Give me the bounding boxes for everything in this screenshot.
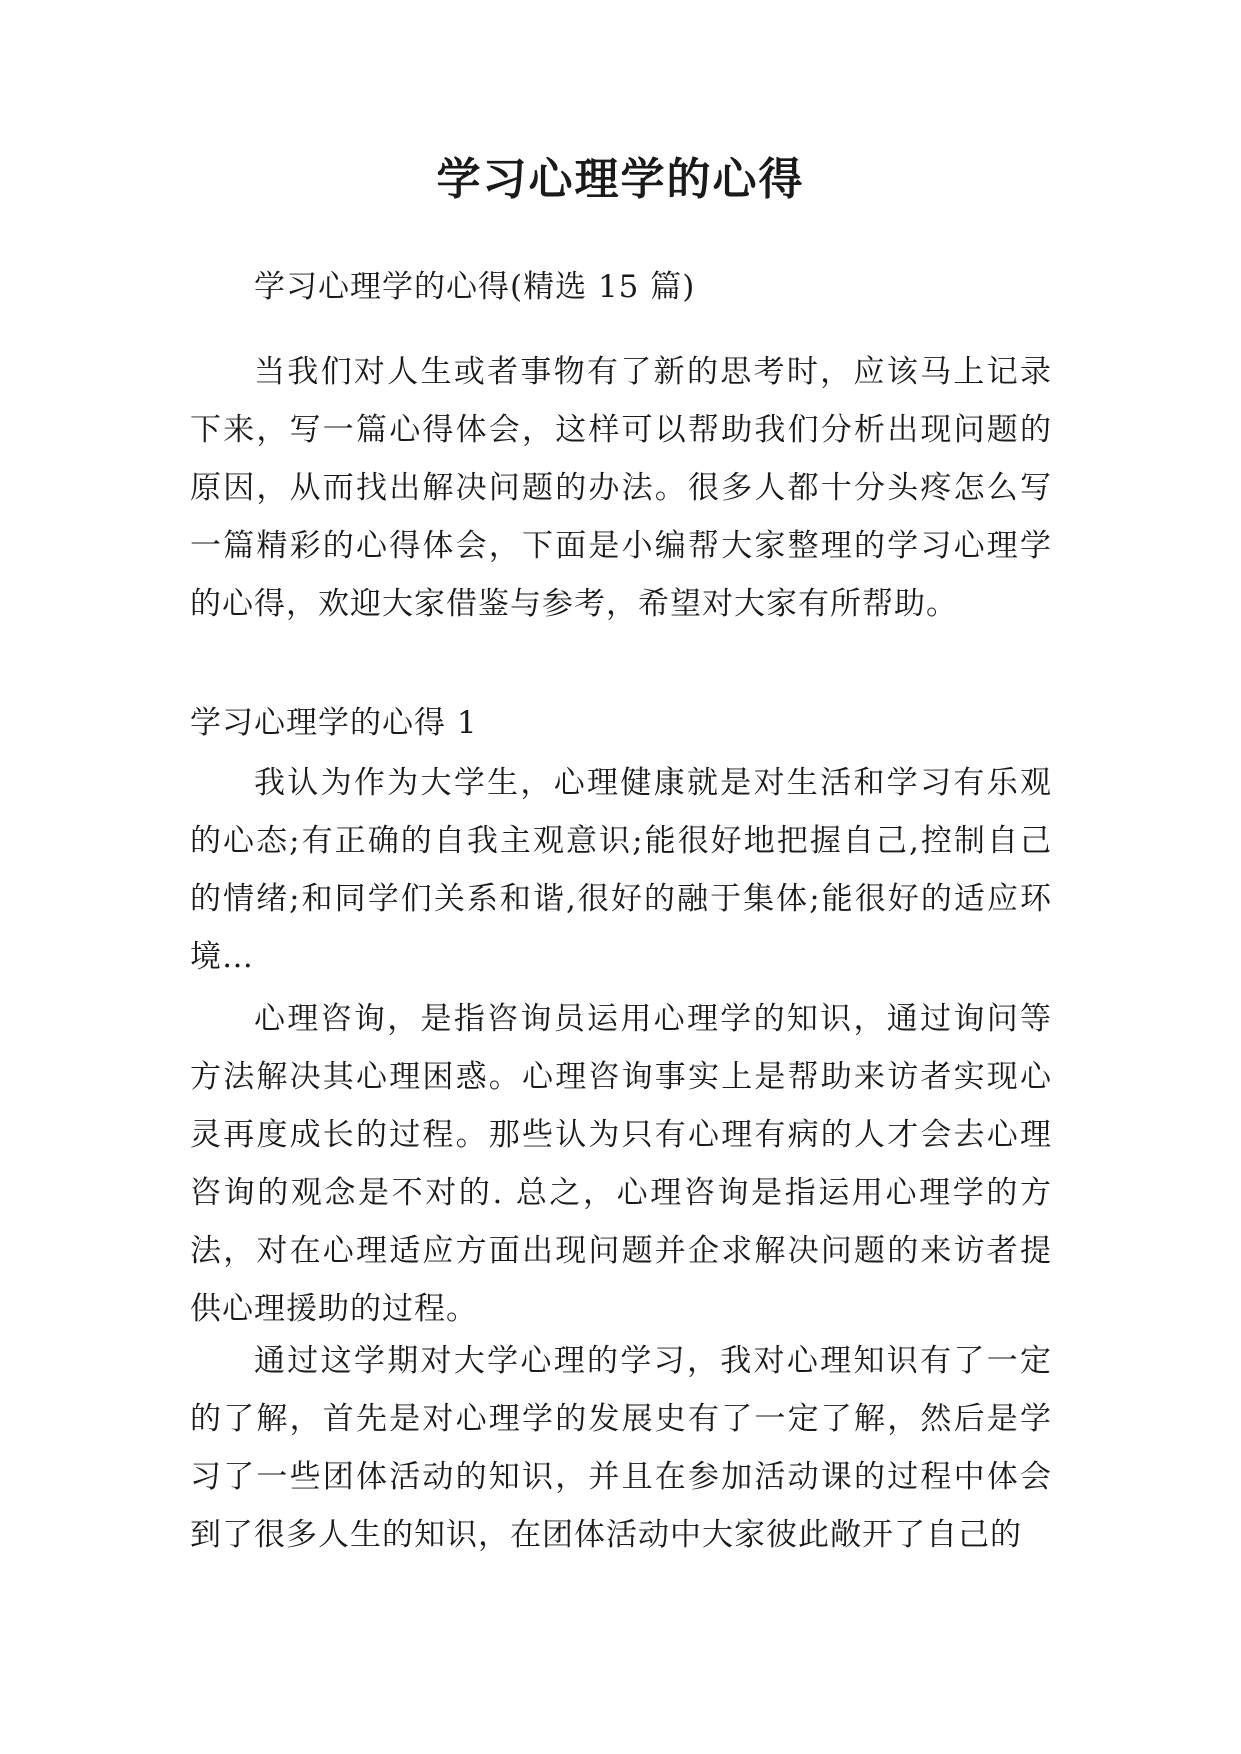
body-paragraph-2: 心理咨询，是指咨询员运用心理学的知识，通过询问等方法解决其心理困惑。心理咨询事实上是帮助来访者实现心灵再度成长的过程。那些认为只有心理有病的人才会去心理咨询的观念是不对的. 总之，心理咨询是指运用心理学的方法，对在心理适应方面出现问题并企求解决问题的来访者提供心理援助的过程。 — [190, 1001, 1052, 1327]
document-title: 学习心理学的心得 — [436, 154, 805, 205]
body-paragraph-1: 我认为作为大学生，心理健康就是对生活和学习有乐观的心态;有正确的自我主观意识;能很好地把握自己,控制自己的情绪;和同学们关系和谐,很好的融于集体;能很好的适应环境… — [190, 765, 1052, 975]
intro-paragraph: 当我们对人生或者事物有了新的思考时，应该马上记录下来，写一篇心得体会，这样可以帮助我们分析出现问题的原因，从而找出解决问题的办法。很多人都十分头疼怎么写一篇精彩的心得体会，下面是小编帮大家整理的学习心理学的心得，欢迎大家借鉴与参考，希望对大家有所帮助。 — [190, 354, 1052, 622]
body-paragraph-3: 通过这学期对大学心理的学习，我对心理知识有了一定的了解，首先是对心理学的发展史有了一定了解，然后是学习了一些团体活动的知识，并且在参加活动课的过程中体会到了很多人生的知识，在团体活动中大家彼此敞开了自己的 — [190, 1343, 1052, 1553]
document-subtitle: 学习心理学的心得(精选 15 篇) — [254, 269, 696, 305]
section-heading: 学习心理学的心得 1 — [190, 705, 478, 741]
